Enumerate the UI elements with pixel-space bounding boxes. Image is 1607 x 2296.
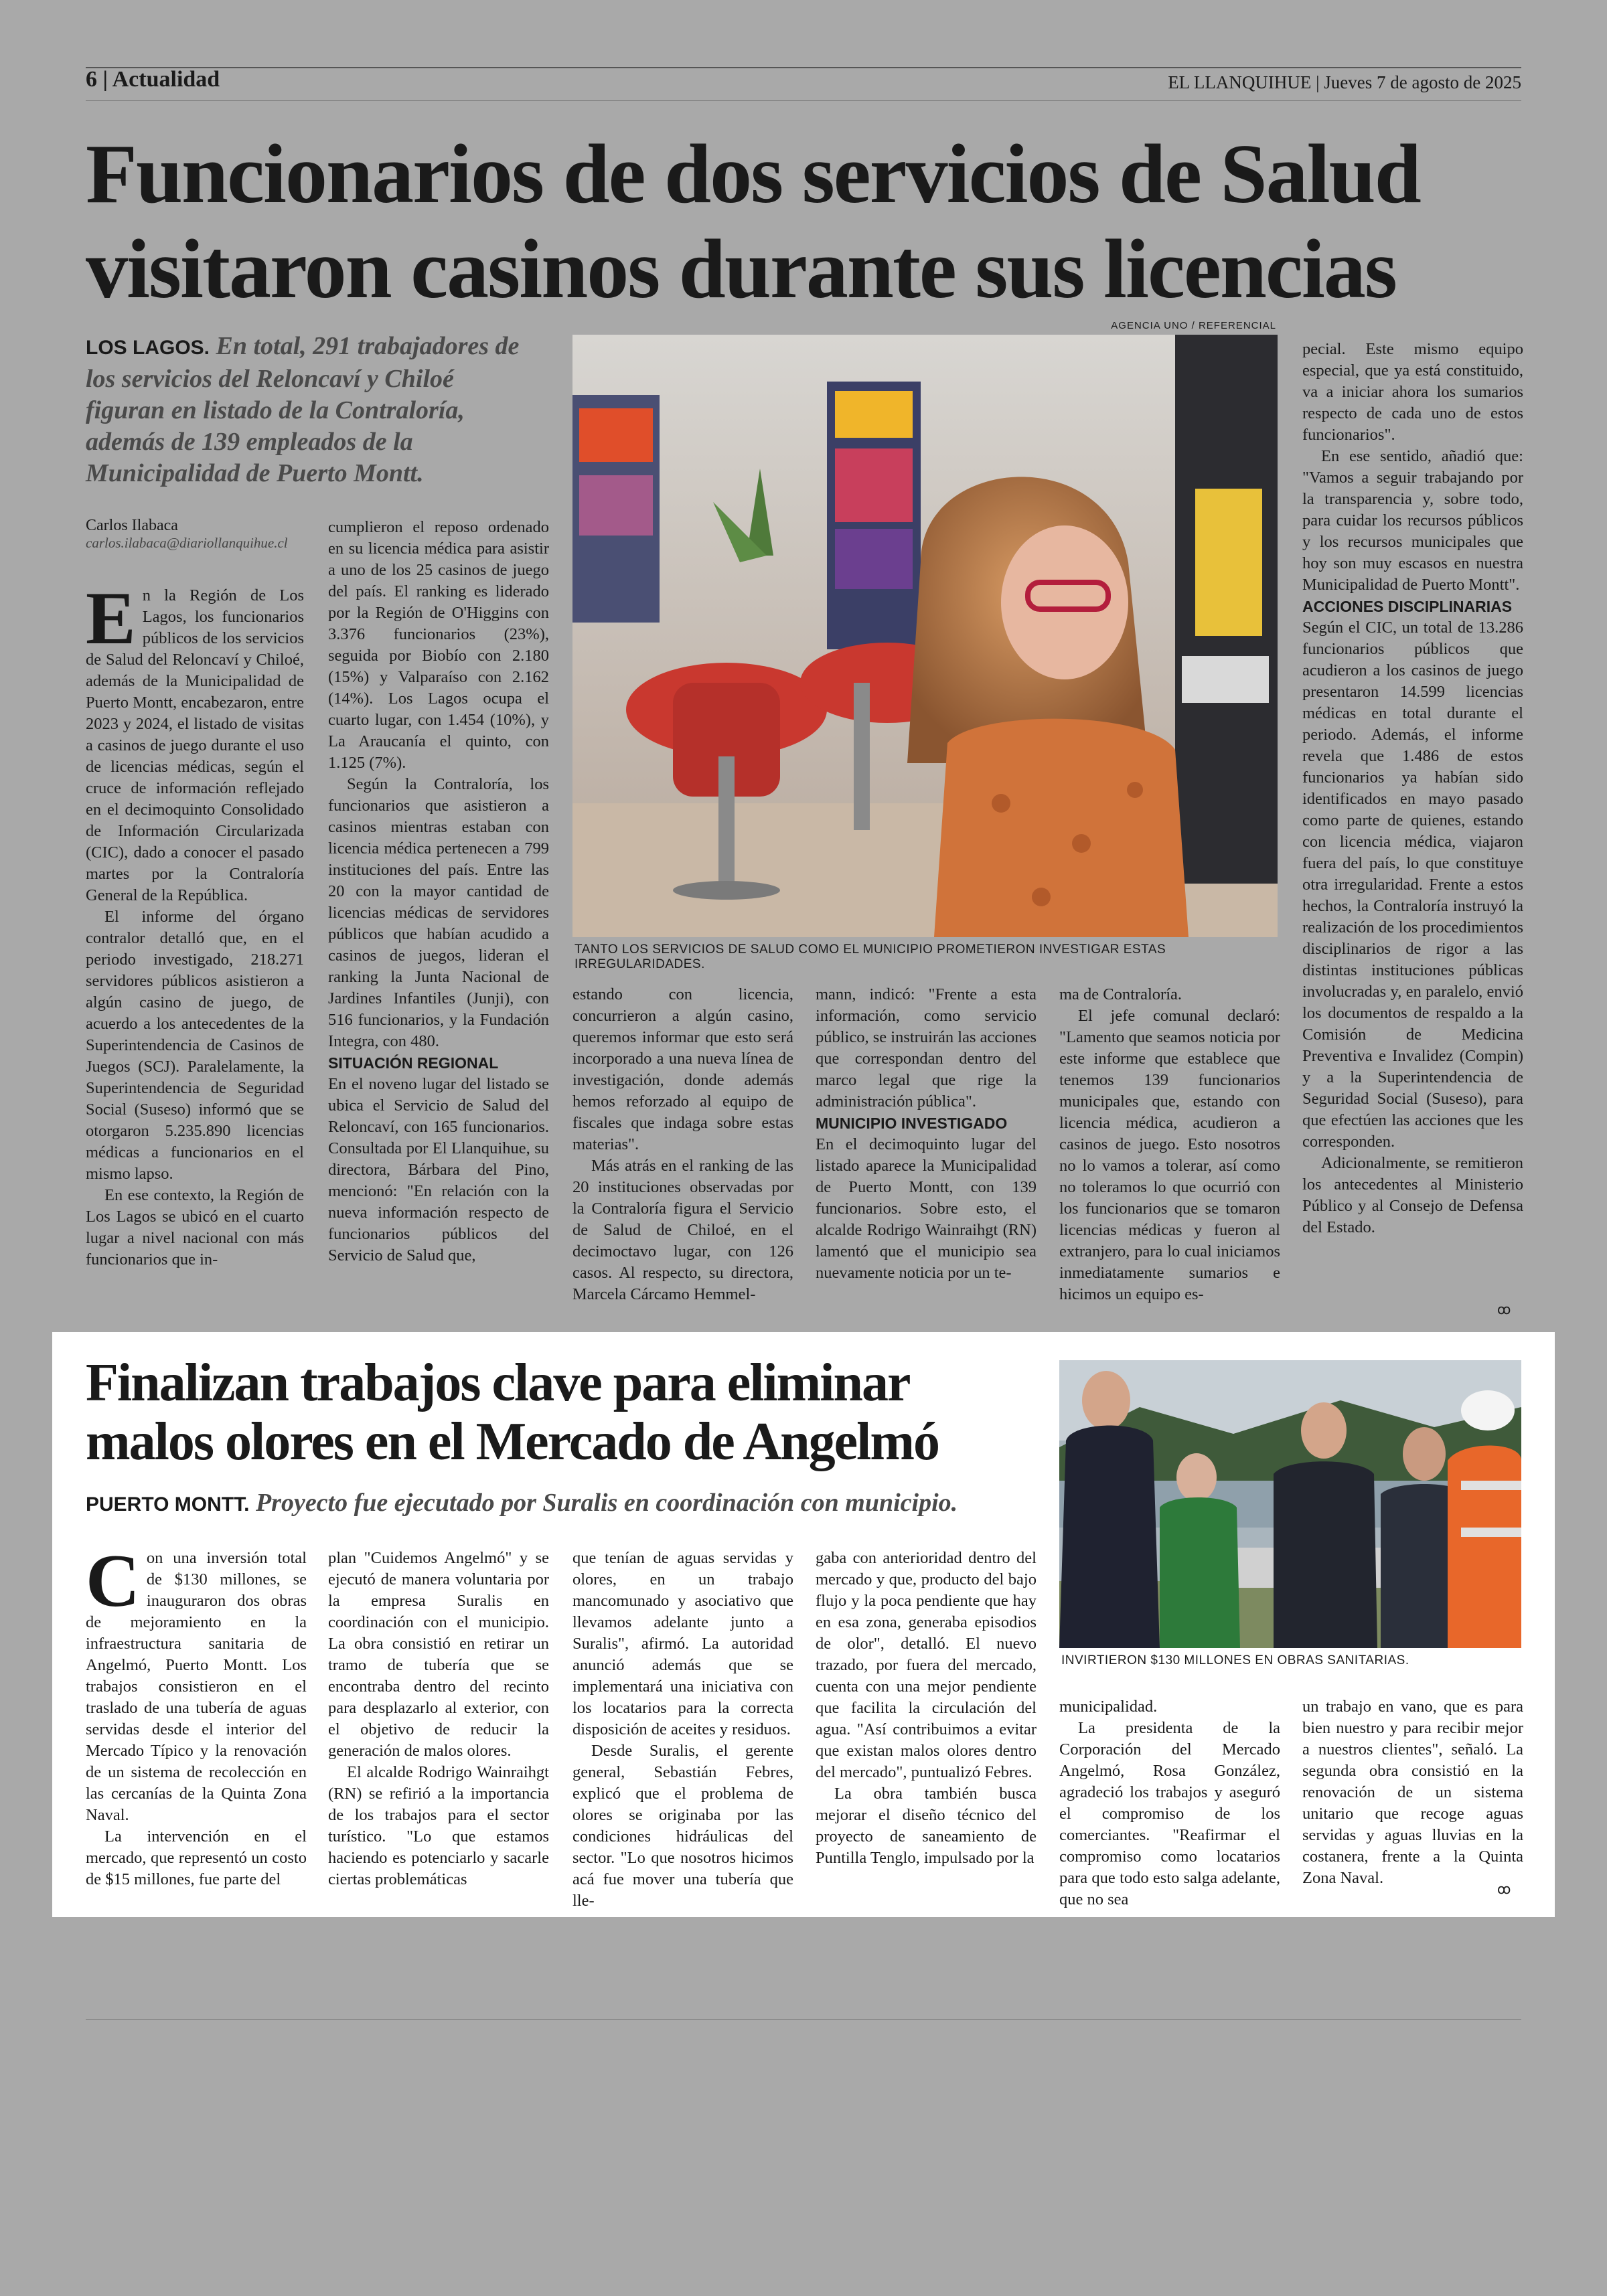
story2-photo-caption: INVIRTIERON $130 MILLONES EN OBRAS SANITARIAS. [1061, 1653, 1409, 1667]
footer-rule [86, 2019, 1521, 2020]
story1-photo-caption: TANTO LOS SERVICIOS DE SALUD COMO EL MUNICIPIO PROMETIERON INVESTIGAR ESTAS IRREGULARIDADES. [575, 942, 1166, 971]
header-rule-top [86, 67, 1521, 68]
story1-subhead: ACCIONES DISCIPLINARIAS [1302, 598, 1513, 615]
story2-lede: Proyecto fue ejecutado por Suralis en coordinación con municipio. [255, 1489, 958, 1517]
story1-paragraph: pecial. Este mismo equipo especial, que ya está constituido, va a iniciar ahora los sumarios respecto de cada uno de estos funcionarios". [1302, 340, 1523, 444]
story2-column-3 [572, 1548, 793, 1912]
author-name: Carlos Ilabaca [86, 517, 178, 534]
issue-date: Jueves 7 de agosto de 2025 [1324, 72, 1521, 92]
newspaper-name: EL LLANQUIHUE [1168, 72, 1312, 92]
story1-column-2 [328, 517, 549, 1266]
story2-paragraph: un trabajo en vano, que es para bien nuestro y para recibir mejor a nuestros clientes", señaló. La segunda obra consistió en la renovación de un sistema unitario que recoge aguas servidas y aguas lluvias en la costanera, frente a la Quinta Zona Naval. [1302, 1698, 1523, 1887]
story1-paragraph: En el noveno lugar del listado se ubica el Servicio de Salud del Reloncaví, con 165 funcionarios. Consultada por El Llanquihue, su directora, Bárbara del Pino, mencionó: "En relación con la nueva información respecto de funcionarios públicos del Servicio de Salud que, [328, 1075, 549, 1264]
story1-paragraph: En el decimoquinto lugar del listado aparece la Municipalidad de Puerto Montt, con 139 funcionarios. Sobre esto, el alcalde Rodrigo Wainraihgt (RN) lamentó que el municipio sea nuevamente noticia por un te- [816, 1135, 1037, 1282]
story1-subhead: MUNICIPIO INVESTIGADO [816, 1115, 1008, 1132]
story1-photo-credit: AGENCIA UNO / REFERENCIAL [1111, 320, 1276, 331]
story1-paragraph: n la Región de Los Lagos, los funcionarios públicos de los servicios de Salud del Reloncaví y Chiloé, además de la Municipalidad de Puerto Montt, encabezaron, entre 2023 y 2024, el listado de visitas a casinos de juego durante el uso de licencias médicas, según el cruce de información reflejado en el decimoquinto Consolidado de Información Circularizada (CIC), dado a conocer el pasado martes por la Contraloría General de la República. [86, 586, 304, 904]
story2-column-1 [86, 1540, 307, 1890]
page-header-right [1168, 72, 1521, 93]
story1-column-1 [86, 577, 304, 1270]
story2-paragraph: gaba con anterioridad dentro del mercado y que, producto del bajo flujo y la poca pendiente que hay en esa zona, generaba episodios de olor", detalló. El nuevo trazado, por fuera del mercado, cuenta con una mejor pendiente que facilita la circulación del agua. "Así contribuimos a evitar que existan malos olores dentro del mercado", puntualizó Febres. [816, 1549, 1037, 1781]
story2-photo [1059, 1360, 1521, 1648]
story1-paragraph: mann, indicó: "Frente a esta información, como servicio público, se instruirán las acciones que correspondan dentro del marco legal que rige la administración pública". [816, 985, 1037, 1111]
story1-paragraph: Más atrás en el ranking de las 20 instituciones observadas por la Contraloría figura el Servicio de Salud de Chiloé, en el decimoctavo lugar, con 126 casos. Al respecto, su directora, Marcela Cárcamo Hemmel- [572, 1157, 793, 1303]
header-rule-bottom [86, 100, 1521, 101]
story1-byline [86, 517, 307, 552]
story2-dropcap: C [86, 1540, 140, 1623]
story2-paragraph: La obra también busca mejorar el diseño técnico del proyecto de saneamiento de Puntilla Tenglo, impulsado por la [816, 1785, 1037, 1867]
story2-paragraph: La intervención en el mercado, que representó un costo de $15 millones, fue parte del [86, 1827, 307, 1888]
story1-paragraph: En ese contexto, la Región de Los Lagos se ubicó en el cuarto lugar a nivel nacional con más funcionarios que in- [86, 1186, 304, 1268]
story1-paragraph: En ese sentido, añadió que: "Vamos a seguir trabajando por la transparencia y, sobre todo, para cuidar los recursos públicos y los recursos municipales que hoy son muy escasos en nuestra Municipalidad de Puerto Montt". [1302, 447, 1523, 594]
author-email: carlos.ilabaca@diariollanquihue.cl [86, 535, 288, 551]
story1-paragraph: cumplieron el reposo ordenado en su licencia médica para asistir a uno de los 25 casinos de juego del país. El ranking es liderado por la Región de O'Higgins con 3.376 funcionarios (23%), seguida por Biobío con 2.180 (15%) y Valparaíso con 2.162 (14%). Los Lagos ocupa el cuarto lugar, con 1.454 (10%), y La Araucanía el quinto, con 1.125 (7%). [328, 518, 549, 772]
story2-paragraph: plan "Cuidemos Angelmó" y se ejecutó de manera voluntaria por la empresa Suralis en coordinación con el municipio. La obra consistió en retirar un tramo de tubería que se encontraba dentro del recinto para desplazarlo al exterior, con el objetivo de reducir la generación de malos olores. [328, 1549, 549, 1760]
story1-paragraph: ma de Contraloría. [1059, 985, 1182, 1003]
page-header-left [86, 67, 220, 92]
story2-paragraph: on una inversión total de $130 millones, se inauguraron dos obras de mejoramiento en la infraestructura sanitaria de Angelmó, Puerto Montt. Los trabajos consistieron en el traslado de una tubería de aguas servidas desde el interior del Mercado Típico y la renovación de un sistema de recolección en las cercanías de la Quinta Zona Naval. [86, 1549, 307, 1824]
header-divider: | [102, 67, 108, 92]
story1-column-3 [572, 984, 793, 1305]
story1-photo [572, 335, 1278, 937]
story2-end-mark: ꝏ [1497, 1881, 1511, 1897]
story2-paragraph: Desde Suralis, el gerente general, Sebastián Febres, explicó que el problema de olores se originaba por las condiciones hidráulicas del sector. "Lo que nosotros hicimos acá fue mover una tubería que lle- [572, 1742, 793, 1910]
story1-paragraph: El jefe comunal declaró: "Lamento que seamos noticia por este informe que establece que tenemos 139 funcionarios municipales que, estando con licencia médica, acudieron a casinos de juego. Esto nosotros no lo vamos a tolerar, así como no toleramos lo que ocurrió con los funcionarios que se tomaron licencias médicas y fueron al extranjero, para lo cual iniciamos inmediatamente sumarios e hicimos un equipo es- [1059, 1007, 1280, 1303]
story1-paragraph: estando con licencia, concurrieron a algún casino, queremos informar que esto será incorporado a una nueva línea de investigación, donde además hemos reforzado al equipo de fiscales que indaga sobre estas materias". [572, 985, 793, 1153]
story2-paragraph: municipalidad. [1059, 1698, 1158, 1716]
story2-lede-block [86, 1487, 1063, 1520]
casino-photo-illustration [572, 335, 1278, 937]
story2-paragraph: que tenían de aguas servidas y olores, en un trabajo mancomunado y asociativo que llevamos adelante junto a Suralis", afirmó. La autoridad anunció además que se implementará una iniciativa con los locatarios para la correcta disposición de aceites y residuos. [572, 1549, 793, 1738]
story1-paragraph: El informe del órgano contralor detalló que, en el periodo investigado, 218.271 servidores públicos asistieron a algún casino de juego, de acuerdo a los antecedentes de la Superintendencia de Casinos de Juegos (SCJ). Paralelamente, la Superintendencia de Seguridad Social (Suseso) informó que se otorgaron 5.235.890 licencias médicas a funcionarios en el mismo lapso. [86, 908, 304, 1183]
story1-paragraph: Según el CIC, un total de 13.286 funcionarios públicos que acudieron a los casinos de juego presentaron 14.599 licencias médicas en total durante el periodo. Además, el informe revela que 1.486 de estos funcionarios ya habían sido identificados en mayo pasado como parte de quienes, estando con licencia médica, viajaron fuera del país, lo que constituye otra irregularidad. Frente a estos hechos, la Contraloría instruyó la realización de los procedimientos disciplinarios de rigor a las distintas instituciones públicas involucradas y, en paralelo, envió los documentos de respaldo a la Comisión de Medicina Preventiva e Invalidez (Compin) y a la Superintendencia de Seguridad Social (Suseso), para que efectúen las acciones que les corresponden. [1302, 619, 1523, 1151]
story1-paragraph: Según la Contraloría, los funcionarios que asistieron a casinos mientras estaban con licencia médica pertenecen a 799 instituciones del país. Entre las 20 con la mayor cantidad de licencias médicas de servidores públicos que habían acudido a casinos de juegos, lideran el ranking la Junta Nacional de Jardines Infantiles (Junji), con 516 funcionarios, y la Fundación Integra, con 480. [328, 775, 549, 1050]
story1-lede-block [86, 331, 528, 489]
story1-subhead: SITUACIÓN REGIONAL [328, 1054, 499, 1072]
story2-column-6 [1302, 1696, 1523, 1889]
story2-column-5 [1059, 1696, 1280, 1910]
story1-column-6 [1302, 339, 1523, 1238]
story1-column-4 [816, 984, 1037, 1284]
story2-headline: Finalizan trabajos clave para eliminar malos olores en el Mercado de Angelmó [86, 1354, 939, 1471]
story2-column-4 [816, 1548, 1037, 1869]
story2-column-2 [328, 1548, 549, 1890]
story1-headline: Funcionarios de dos servicios de Salud visitaron casinos durante sus licencias [86, 128, 1420, 316]
story1-paragraph: Adicionalmente, se remitieron los antecedentes al Ministerio Público y al Consejo de Defensa del Estado. [1302, 1154, 1523, 1236]
story1-column-5 [1059, 984, 1280, 1305]
story2-kicker: PUERTO MONTT. [86, 1493, 250, 1515]
mercado-photo-illustration [1059, 1360, 1521, 1648]
section-name: Actualidad [112, 67, 220, 92]
story1-end-mark: ꝏ [1497, 1301, 1511, 1317]
header-divider-2: | [1316, 72, 1320, 92]
page-number: 6 [86, 67, 97, 92]
story1-dropcap: E [86, 577, 136, 660]
story1-kicker: LOS LAGOS. [86, 337, 210, 359]
story2-paragraph: La presidenta de la Corporación del Mercado Angelmó, Rosa González, agradeció los trabajos y aseguró el compromiso de los comerciantes. "Reafirmar el compromiso como locatarios para que todo esto salga adelante, que no sea [1059, 1719, 1280, 1908]
story2-paragraph: El alcalde Rodrigo Wainraihgt (RN) se refirió a la importancia de los trabajos para el sector turístico. "Lo que estamos haciendo es potenciarlo y sacarle ciertas problemáticas [328, 1763, 549, 1888]
story1-lede: En total, 291 trabajadores de los servicios del Reloncaví y Chiloé figuran en listado de la Contraloría, además de 139 empleados de la Municipalidad de Puerto Montt. [86, 332, 520, 487]
